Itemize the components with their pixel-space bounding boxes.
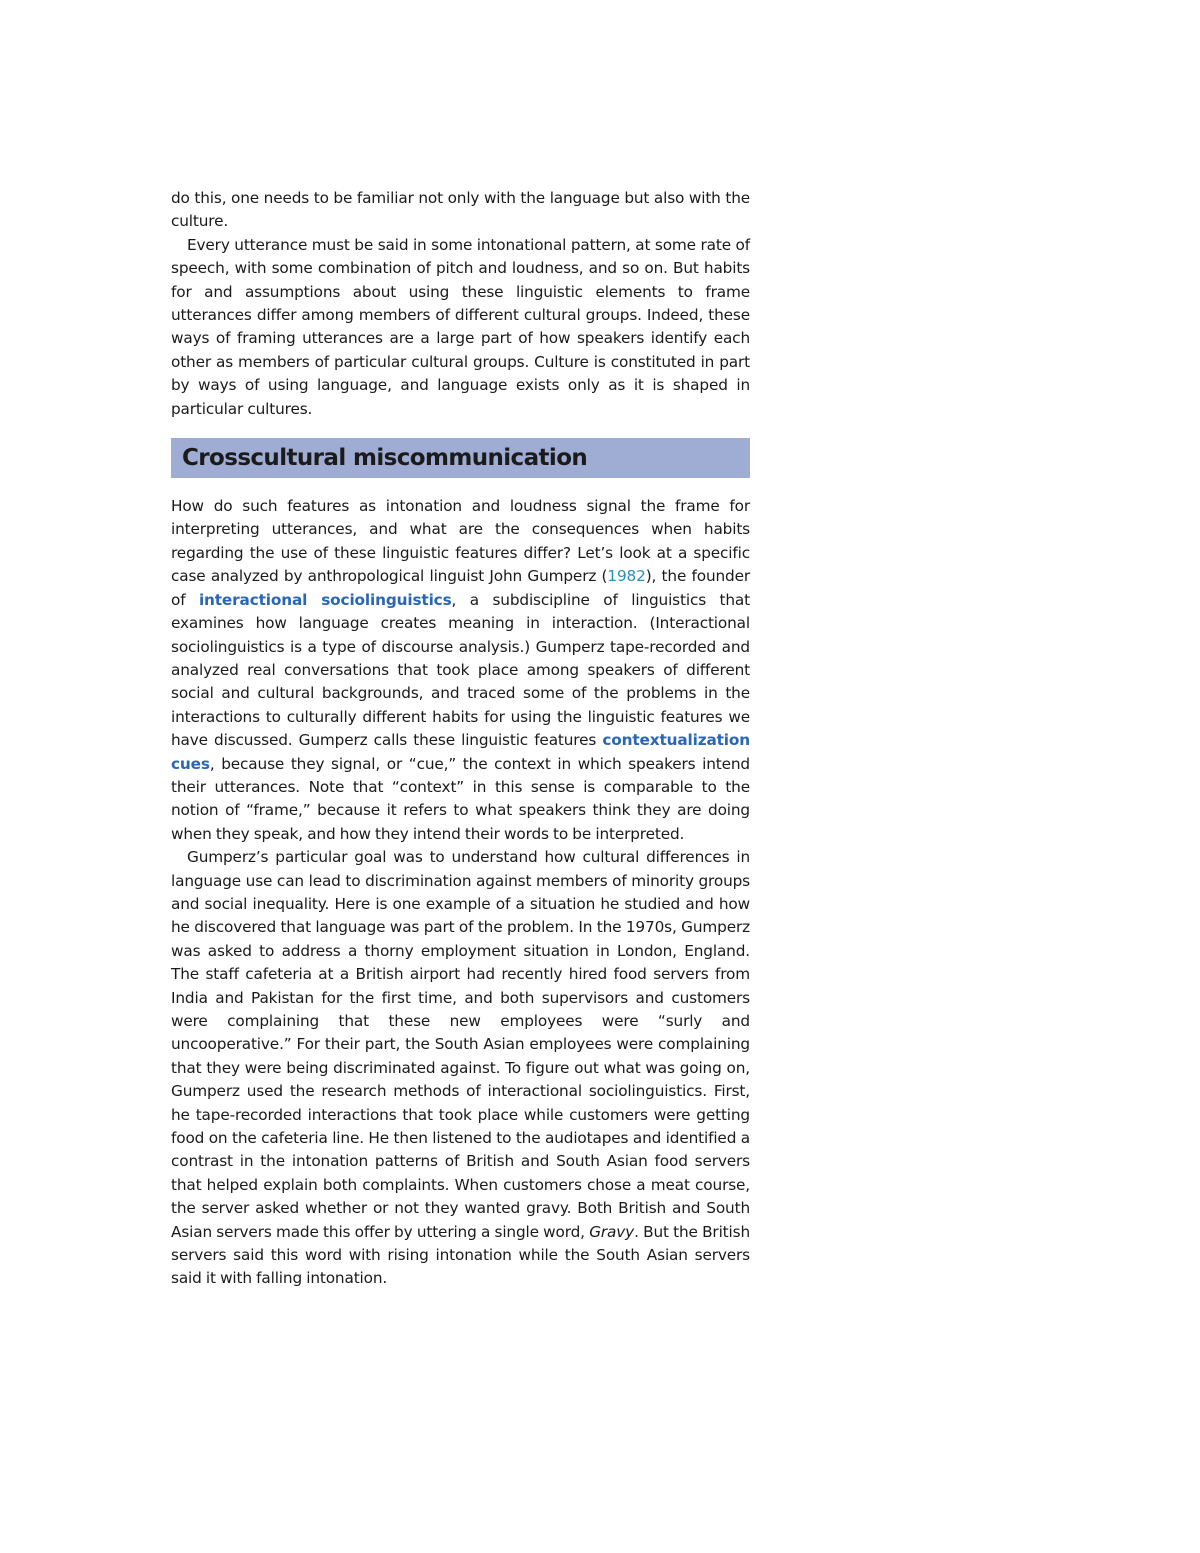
section-text xyxy=(171,495,750,1291)
section-heading-bar xyxy=(171,438,750,478)
citation-link-1982[interactable]: 1982 xyxy=(607,567,646,586)
paragraph-text: , a subdiscipline of linguistics that examines how language creates meaning in interaction. (Interactional sociolinguistics is a type of discourse analysis.) Gumperz tape-recorded and analyzed real conversations that took place among speakers of different social and cultural backgrounds, and traced some of the problems in the interactions to culturally different habits for using the linguistic features we have discussed. Gumperz calls these linguistic features xyxy=(171,590,750,750)
paragraph-text: , because they signal, or “cue,” the context in which speakers intend their utterances. Note that “context” in this sense is comparable to the notion of “frame,” because it refers to what speakers think they are doing when they speak, and how they intend their words to be interpreted. xyxy=(171,754,750,843)
intro-text xyxy=(171,187,750,421)
keyterm-contextualization-cues[interactable]: contextualization cues xyxy=(171,731,750,773)
paragraph-text: . But the British servers said this word with rising intonation while the South Asian servers said it with falling intonation. xyxy=(171,1222,750,1288)
intro-paragraph-2: Every utterance must be said in some intonational pattern, at some rate of speech, with some combination of pitch and loudness, and so on. But habits for and assumptions about using these linguistic elements to frame utterances differ among members of different cultural groups. Indeed, these ways of framing utterances are a large part of how speakers identify each other as members of particular cultural groups. Culture is constituted in part by ways of using language, and language exists only as it is shaped in particular cultures. xyxy=(171,235,750,418)
emphasis-gravy: Gravy xyxy=(589,1222,635,1241)
page-content xyxy=(171,187,750,1291)
paragraph-text: ), the founder of xyxy=(171,567,751,609)
paragraph-text: Gumperz’s particular goal was to understand how cultural differences in language use can lead to discrimination against members of minority groups and social inequality. Here is one example of a situation he studied and how he discovered that language was part of the problem. In the 1970s, Gumperz was asked to address a thorny employment situation in London, England. The staff cafeteria at a British airport had recently hired food servers from India and Pakistan for the first time, and both supervisors and customers were complaining that these new employees were “surly and uncooperative.” For their part, the South Asian employees were complaining that they were being discriminated against. To figure out what was going on, Gumperz used the research methods of interactional sociolinguistics. First, he tape-recorded interactions that took place while customers were getting food on the cafeteria line. He then listened to the audiotapes and identified a contrast in the intonation patterns of British and South Asian food servers that helped explain both complaints. When customers chose a meat course, the server asked whether or not they wanted gravy. Both British and South Asian servers made this offer by uttering a single word, xyxy=(171,848,750,1241)
keyterm-interactional-sociolinguistics[interactable]: interactional sociolinguistics xyxy=(198,590,452,609)
paragraph-text: How do such features as intonation and loudness signal the frame for interpreting utterances, and what are the consequences when habits regarding the use of these linguistic features differ? Let’s look at a specific case analyzed by anthropological linguist John Gumperz ( xyxy=(171,497,750,586)
section-paragraph-2 xyxy=(171,846,750,1291)
section-heading: Crosscultural miscommunication xyxy=(182,445,588,472)
section-paragraph-1 xyxy=(171,495,750,846)
intro-paragraph-1: do this, one needs to be familiar not only with the language but also with the culture. xyxy=(171,189,750,231)
